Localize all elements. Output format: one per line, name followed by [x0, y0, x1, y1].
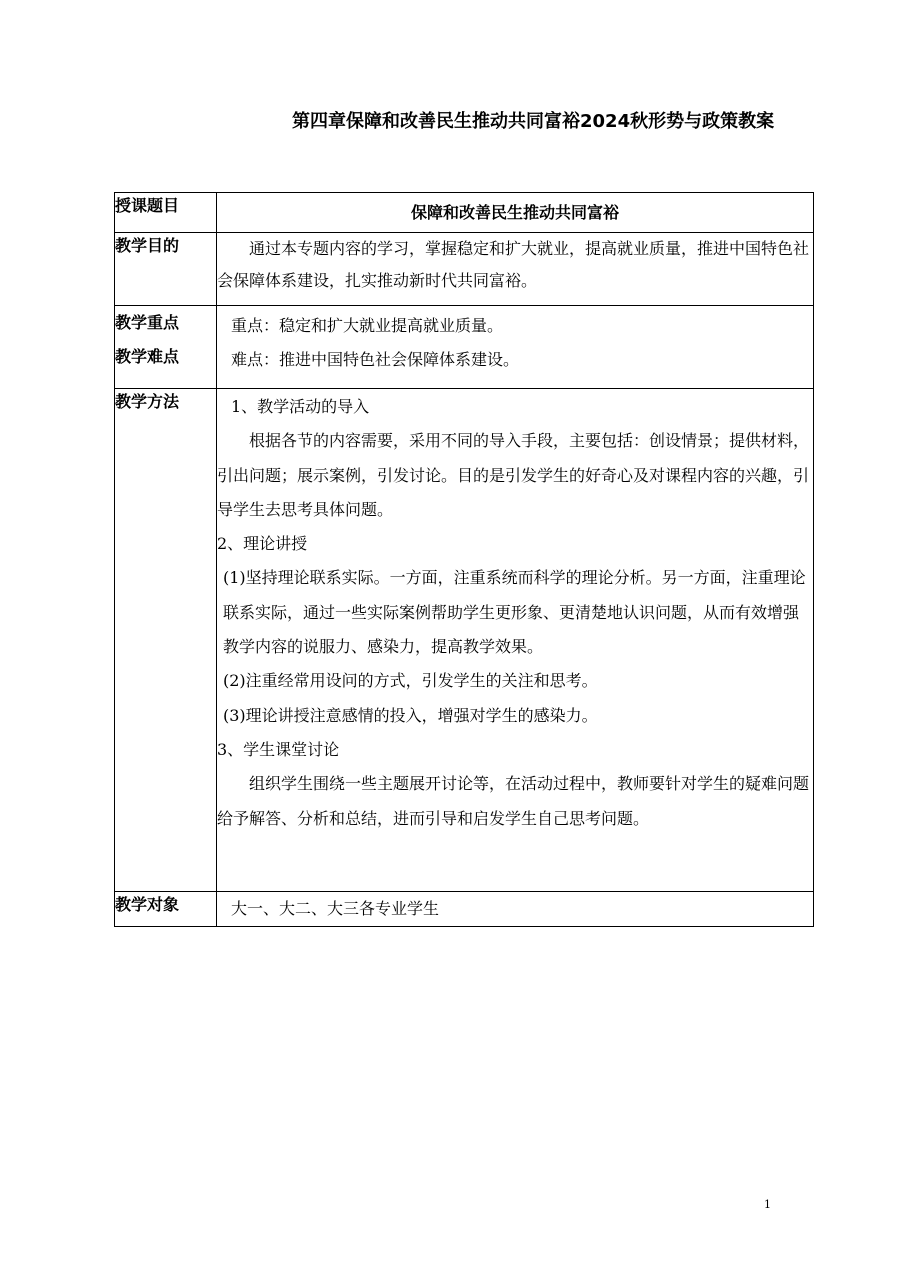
cell-topic: [217, 193, 814, 233]
difficulty-text: 难点：推进中国特色社会保障体系建设。: [231, 350, 520, 369]
cell-methods: [217, 389, 814, 892]
label-methods: 教学方法: [115, 389, 217, 892]
cell-key-points: [217, 306, 814, 389]
section1-heading: 1、教学活动的导入: [231, 397, 370, 416]
table-row-topic: [115, 193, 814, 233]
label-focus: 教学重点: [115, 313, 180, 332]
lesson-plan-table: [114, 192, 814, 927]
table-row-methods: [115, 389, 814, 892]
table-row-key-points: [115, 306, 814, 389]
section3-text: 组织学生围绕一些主题展开讨论等，在活动过程中，教师要针对学生的疑难问题给予解答、分析和总结，进而引导和启发学生自己思考问题。: [217, 774, 810, 828]
document-title: 第四章保障和改善民生推动共同富裕2024秋形势与政策教案: [292, 111, 775, 132]
section1-text: 根据各节的内容需要，采用不同的导入手段，主要包括：创设情景；提供材料，引出问题；展示案例，引发讨论。目的是引发学生的好奇心及对课程内容的兴趣，引导学生去思考具体问题。: [217, 431, 810, 519]
section2-item1: (1)坚持理论联系实际。一方面，注重系统而科学的理论分析。另一方面，注重理论联系实际，通过一些实际案例帮助学生更形象、更清楚地认识问题，从而有效增强教学内容的说服力、感染力，提高教学效果。: [223, 568, 806, 657]
section2-item3: (3)理论讲授注意感情的投入，增强对学生的感染力。: [223, 705, 598, 725]
label-key-points: [115, 306, 217, 389]
label-topic: 授课题目: [115, 193, 217, 233]
cell-objective: [217, 233, 814, 306]
label-difficulty: 教学难点: [115, 347, 180, 366]
section3-heading: 3、学生课堂讨论: [217, 739, 340, 759]
section2-heading: 2、理论讲授: [217, 534, 308, 554]
section2-item2: (2)注重经常用设问的方式，引发学生的关注和思考。: [223, 671, 598, 691]
label-objective: 教学目的: [115, 233, 217, 306]
table-row-objective: [115, 233, 814, 306]
label-audience: 教学对象: [115, 892, 217, 927]
cell-audience: [217, 892, 814, 927]
table-row-audience: [115, 892, 814, 927]
topic-value: 保障和改善民生推动共同富裕: [410, 202, 619, 222]
objective-text: 通过本专题内容的学习，掌握稳定和扩大就业，提高就业质量，推进中国特色社会保障体系建设，扎实推动新时代共同富裕。: [217, 239, 810, 290]
focus-text: 重点：稳定和扩大就业提高就业质量。: [231, 316, 504, 335]
page-number: 1: [764, 1198, 771, 1211]
audience-value: 大一、大二、大三各专业学生: [231, 899, 440, 918]
